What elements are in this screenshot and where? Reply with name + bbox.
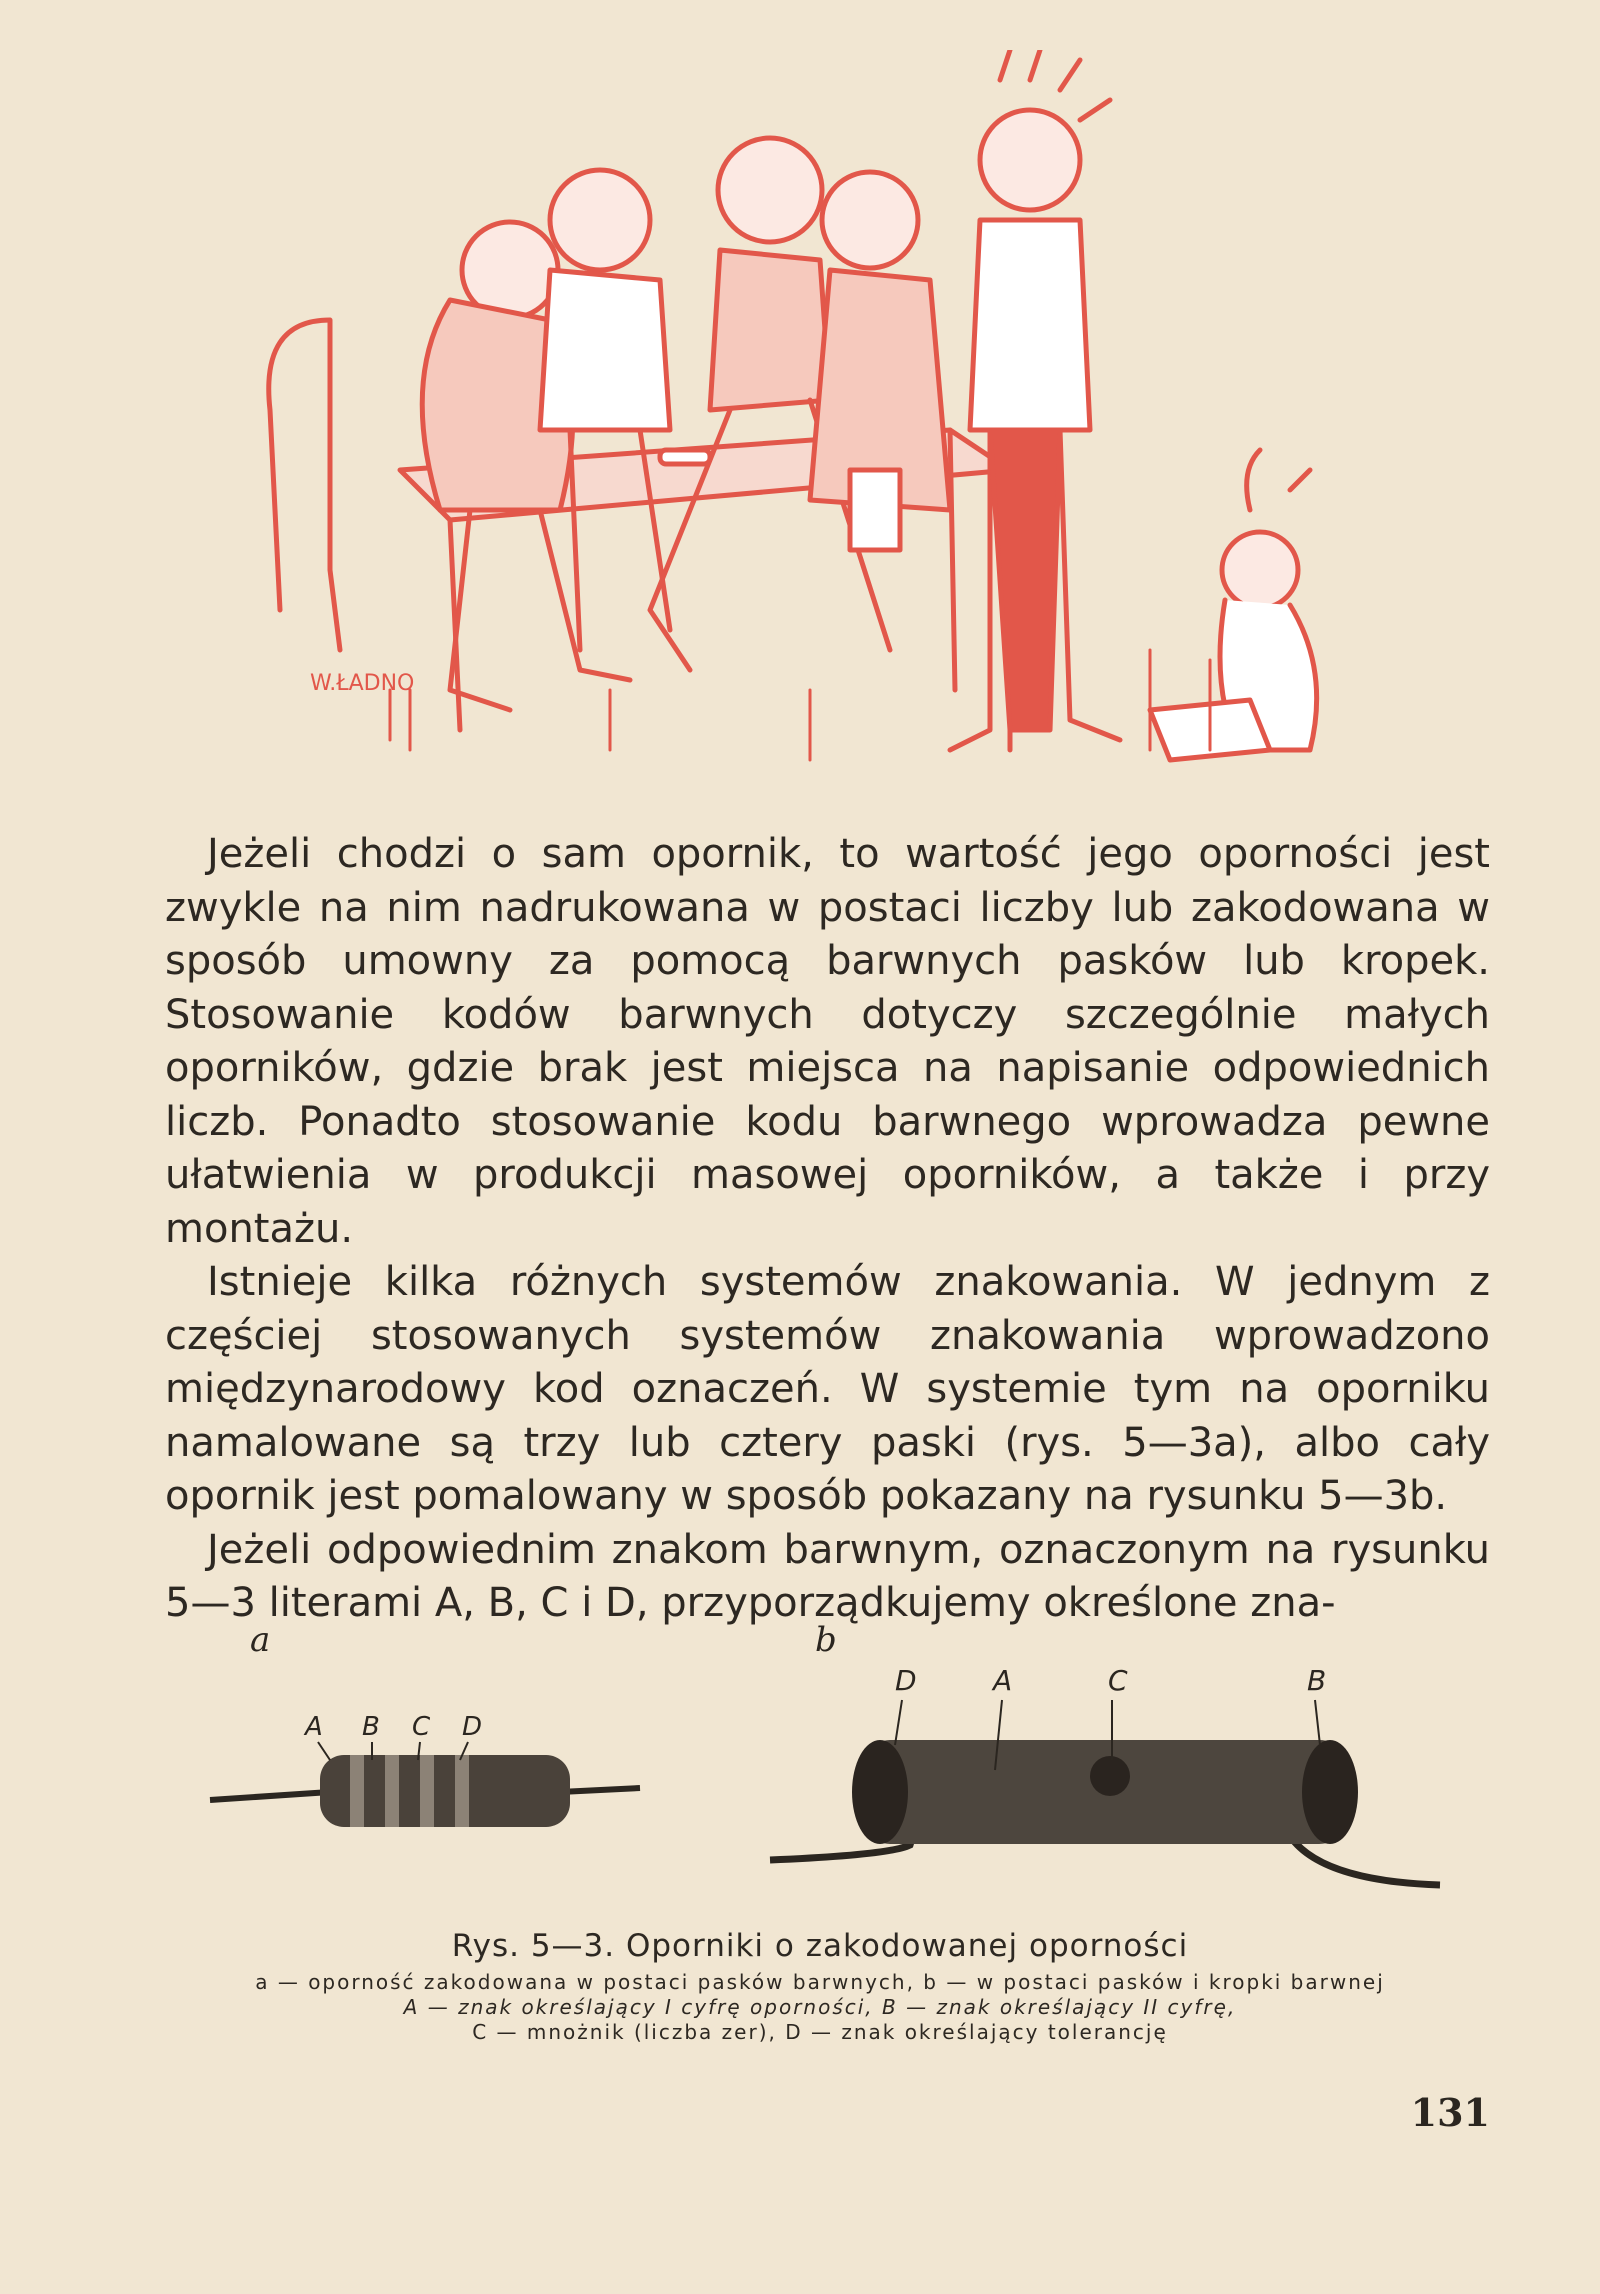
figure-caption: [240, 1928, 1400, 2045]
resistor-a-band-b: [385, 1755, 399, 1827]
paragraph-3: Jeżeli odpowiednim znakom barwnym, oznaczonym na rysunku 5—3 literami A, B, C i D, przyporządkujemy określone zna-: [165, 1526, 1490, 1626]
resistor-figure: [150, 1620, 1490, 1960]
mark-b-D: D: [895, 1664, 917, 1697]
mark-a-A: A: [305, 1712, 323, 1742]
page-number: 131: [1410, 2090, 1490, 2135]
paragraph-2: Istnieje kilka różnych systemów znakowania. W jednym z częściej stosowanych systemów znakowania wprowadzono międzynarodowy kod oznaczeń. W systemie tym na oporniku namalowane są trzy lub cztery paski (rys. 5—3a), albo cały opornik jest pomalowany w sposób pokazany na rysunku 5—3b.: [165, 1259, 1490, 1519]
mark-a-C: C: [412, 1712, 431, 1742]
mark-a-D: D: [462, 1712, 483, 1742]
caption-line-3: C — mnożnik (liczba zer), D — znak określający tolerancję: [472, 2020, 1168, 2044]
resistor-a-band-c: [420, 1755, 434, 1827]
mark-b-B: B: [1307, 1664, 1327, 1697]
resistor-a-lead-left: [210, 1792, 330, 1800]
resistor-a-band-a: [350, 1755, 364, 1827]
resistor-a-lead-right: [560, 1788, 640, 1792]
caption-line-2: A — znak określający I cyfrę oporności, B — znak określający II cyfrę,: [403, 1995, 1237, 2019]
mark-b-C: C: [1108, 1664, 1128, 1697]
mark-b-A: A: [993, 1664, 1013, 1697]
resistor-a-band-d: [455, 1755, 469, 1827]
body-text: [165, 828, 1490, 1631]
resistor-drawings: [150, 1620, 1490, 1960]
caption-title: Rys. 5—3. Oporniki o zakodowanej oporności: [451, 1928, 1189, 1964]
resistor-b-end-cap-left: [852, 1740, 908, 1844]
cartoon-illustration: [250, 50, 1390, 800]
panel-b-label: b: [815, 1620, 837, 1660]
resistor-b-dot-c: [1090, 1756, 1130, 1796]
resistor-b-end-cap-right: [1302, 1740, 1358, 1844]
panel-a-label: a: [250, 1620, 271, 1660]
paragraph-1: Jeżeli chodzi o sam opornik, to wartość jego oporności jest zwykle na nim nadrukowana w postaci liczby lub zakodowana w sposób umowny za pomocą barwnych pasków lub kropek. Stosowanie kodów barwnych dotyczy szczególnie małych oporników, gdzie brak jest miejsca na napisanie odpowiednich liczb. Ponadto stosowanie kodu barwnego wprowadza pewne ułatwienia w produkcji masowej oporników, a także i przy montażu.: [165, 831, 1490, 1252]
illustration-signature: W.ŁADNO: [310, 671, 415, 696]
mark-a-B: B: [362, 1712, 380, 1742]
caption-line-1: a — oporność zakodowana w postaci pasków barwnych, b — w postaci pasków i kropki barwnej: [255, 1970, 1385, 1994]
